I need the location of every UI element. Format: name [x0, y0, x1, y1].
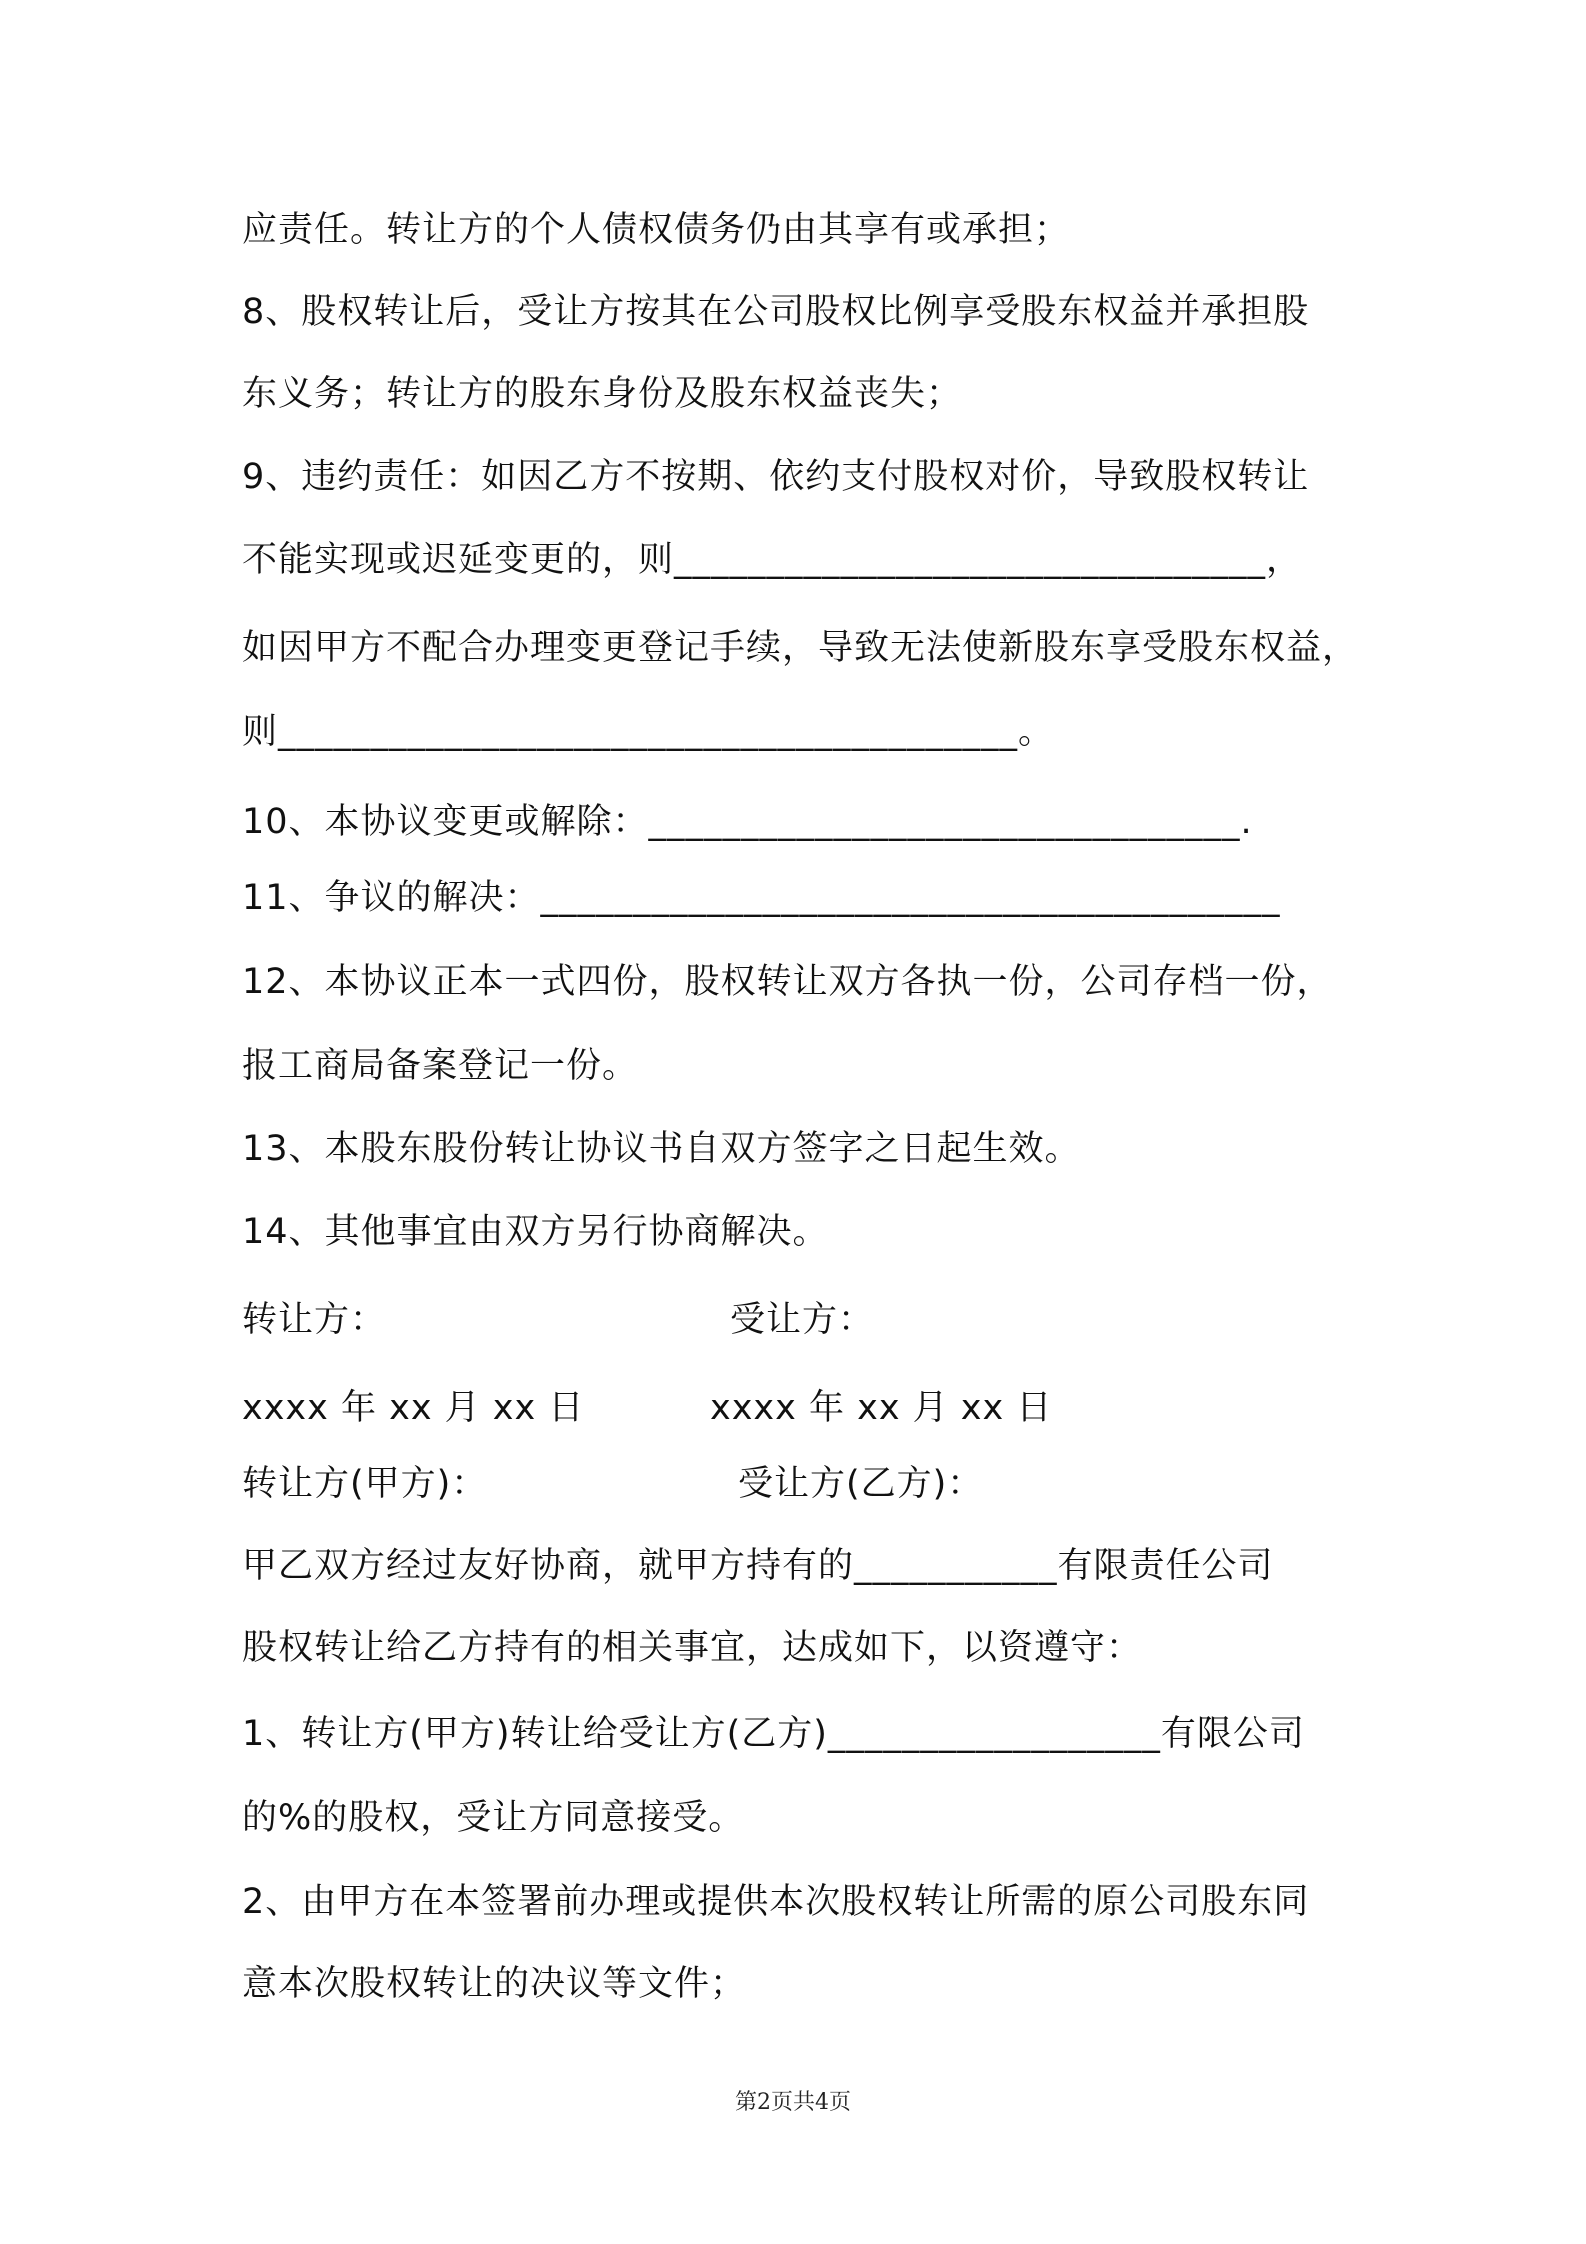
- paragraph-line: 报工商局备案登记一份。: [242, 1046, 639, 1086]
- paragraph-line: 如因甲方不配合办理变更登记手续，导致无法使新股东享受股东权益，: [242, 628, 1359, 668]
- paragraph-line: 14、其他事宜由双方另行协商解决。: [242, 1212, 829, 1252]
- paragraph-line: 则________________________________________。: [242, 712, 1055, 752]
- transferee-label: 受让方：: [730, 1300, 875, 1340]
- paragraph-line: 10、本协议变更或解除：________________________________.: [242, 802, 1253, 842]
- page-number-footer: 第2页共4页: [735, 2090, 851, 2115]
- paragraph-line: 9、违约责任：如因乙方不按期、依约支付股权对价，导致股权转让: [242, 457, 1310, 497]
- paragraph-line: 2、由甲方在本签署前办理或提供本次股权转让所需的原公司股东同: [242, 1882, 1310, 1922]
- transferor-label: 转让方：: [242, 1300, 387, 1340]
- party-a-label: 转让方(甲方)：: [242, 1464, 488, 1504]
- paragraph-line: 不能实现或迟延变更的，则________________________________，: [242, 540, 1303, 580]
- paragraph-line: 的%的股权，受让方同意接受。: [242, 1798, 745, 1838]
- paragraph-line: 1、转让方(甲方)转让给受让方(乙方)__________________有限公司: [242, 1714, 1305, 1754]
- transferee-date: xxxx 年 xx 月 xx 日: [710, 1388, 1053, 1428]
- paragraph-line: 13、本股东股份转让协议书自双方签字之日起生效。: [242, 1129, 1081, 1169]
- paragraph-line: 股权转让给乙方持有的相关事宜，达成如下，以资遵守：: [242, 1628, 1143, 1668]
- paragraph-line: 甲乙双方经过友好协商，就甲方持有的___________有限责任公司: [242, 1546, 1274, 1586]
- paragraph-line: 12、本协议正本一式四份，股权转让双方各执一份，公司存档一份，: [242, 962, 1333, 1002]
- paragraph-line: 意本次股权转让的决议等文件；: [242, 1964, 747, 2004]
- party-b-label: 受让方(乙方)：: [738, 1464, 984, 1504]
- paragraph-line: 8、股权转让后，受让方按其在公司股权比例享受股东权益并承担股: [242, 292, 1310, 332]
- paragraph-line: 11、争议的解决：________________________________________: [242, 878, 1281, 918]
- transferor-date: xxxx 年 xx 月 xx 日: [242, 1388, 585, 1428]
- paragraph-line: 应责任。转让方的个人债权债务仍由其享有或承担；: [242, 210, 1071, 250]
- paragraph-line: 东义务；转让方的股东身份及股东权益丧失；: [242, 374, 963, 414]
